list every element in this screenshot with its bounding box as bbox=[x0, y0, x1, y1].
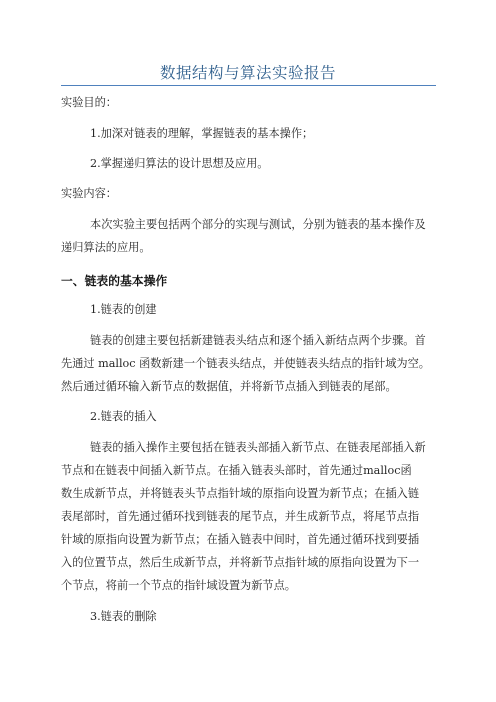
section-heading-linked-list: 一、链表的基本操作 bbox=[61, 274, 168, 288]
create-line-3: 然后通过循环输入新节点的数据值，并将新节点插入到链表的尾部。 bbox=[61, 380, 397, 393]
purpose-item-2: 2.掌握递归算法的设计思想及应用。 bbox=[90, 157, 269, 170]
insert-line-6: 入的位置节点，然后生成新节点，并将新节点指针域的原指向设置为下一 bbox=[61, 556, 420, 569]
insert-line-2: 节点和在链表中间插入新节点。在插入链表头部时，首先通过malloc函 bbox=[61, 464, 412, 477]
insert-line-7: 个节点，将前一个节点的指针域设置为新节点。 bbox=[61, 579, 296, 592]
insert-line-1: 链表的插入操作主要包括在链表头部插入新节点、在链表尾部插入新 bbox=[90, 441, 426, 454]
insert-line-3: 数生成新节点，并将链表头节点指针域的原指向设置为新节点；在插入链 bbox=[61, 487, 420, 500]
content-line-2: 递归算法的应用。 bbox=[61, 241, 151, 254]
purpose-item-1: 1.加深对链表的理解，掌握链表的基本操作； bbox=[90, 127, 314, 140]
title-underline bbox=[61, 85, 436, 86]
content-label: 实验内容： bbox=[61, 187, 117, 200]
subsection-title-insert: 2.链表的插入 bbox=[90, 410, 157, 423]
content-line-1: 本次实验主要包括两个部分的实现与测试，分别为链表的基本操作及 bbox=[90, 218, 426, 231]
subsection-title-create: 1.链表的创建 bbox=[90, 303, 157, 316]
document-title: 数据结构与算法实验报告 bbox=[159, 64, 336, 82]
insert-line-4: 表尾部时，首先通过循环找到链表的尾节点，并生成新节点，将尾节点指 bbox=[61, 510, 420, 523]
purpose-label: 实验目的： bbox=[61, 96, 117, 109]
subsection-title-delete: 3.链表的删除 bbox=[90, 610, 157, 623]
create-line-1: 链表的创建主要包括新建链表头结点和逐个插入新结点两个步骤。首 bbox=[90, 334, 426, 347]
create-line-2: 先通过 malloc 函数新建一个链表头结点，并使链表头结点的指针域为空。 bbox=[61, 357, 430, 370]
insert-line-5: 针域的原指向设置为新节点；在插入链表中间时，首先通过循环找到要插 bbox=[61, 533, 420, 546]
